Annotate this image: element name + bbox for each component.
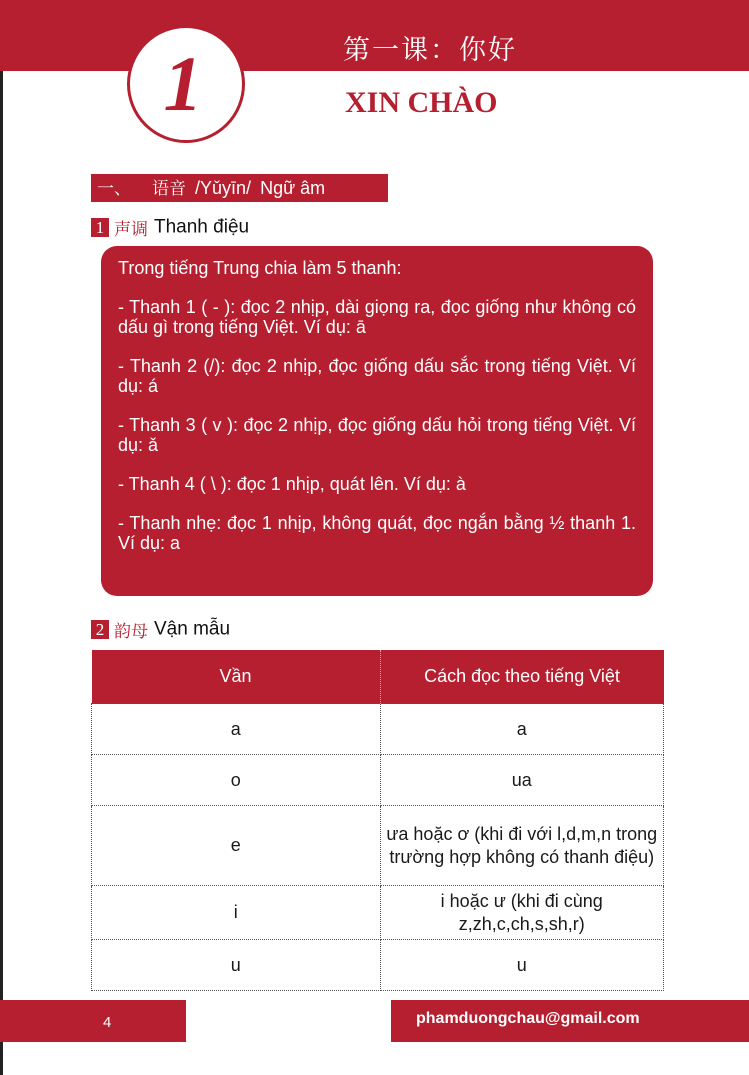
- section-marker: 一、: [97, 179, 131, 199]
- table-cell: e: [92, 806, 381, 886]
- tone-item: - Thanh 2 (/): đọc 2 nhịp, đọc giống dấu sắc trong tiếng Việt. Ví dụ: á: [118, 356, 636, 396]
- table-cell: a: [380, 704, 664, 755]
- footer-email: phamduongchau@gmail.com: [391, 1000, 749, 1042]
- subheading-chinese: 韵母: [114, 622, 148, 642]
- subheading-number: 1: [91, 218, 109, 237]
- lesson-number: 1: [163, 40, 203, 127]
- table-row: [92, 940, 664, 991]
- table-row: [92, 886, 664, 940]
- vowels-table: [91, 650, 664, 991]
- section-pinyin: /Yǔyīn/: [195, 178, 252, 198]
- lesson-title-chinese: 第一课：你好: [343, 35, 517, 66]
- lesson-number-badge: [127, 25, 245, 143]
- column-header: Vần: [92, 650, 381, 704]
- footer-page-number: 4: [0, 1000, 186, 1042]
- table-cell: u: [92, 940, 381, 991]
- table-row: [92, 755, 664, 806]
- table-row: [92, 806, 664, 886]
- tones-info-box: [101, 246, 653, 596]
- page-left-rule: [0, 0, 3, 1075]
- table-cell: ua: [380, 755, 664, 806]
- section-title-chinese: 语音: [152, 179, 187, 199]
- tone-item: - Thanh 4 ( \ ): đọc 1 nhịp, quát lên. Ví dụ: à: [118, 474, 466, 494]
- section-heading: [91, 174, 388, 202]
- lesson-title-vietnamese: XIN CHÀO: [345, 86, 498, 119]
- subheading-vowels: [91, 617, 230, 642]
- table-cell: o: [92, 755, 381, 806]
- table-cell: u: [380, 940, 664, 991]
- subheading-tones: [91, 215, 249, 240]
- table-cell: i hoặc ư (khi đi cùng z,zh,c,ch,s,sh,r): [380, 886, 664, 940]
- table-header-row: [92, 650, 664, 704]
- subheading-vietnamese: Thanh điệu: [154, 216, 250, 238]
- subheading-chinese: 声调: [114, 220, 148, 240]
- table-cell: ưa hoặc ơ (khi đi với l,d,m,n trong trường hợp không có thanh điệu): [380, 806, 664, 886]
- table-cell: a: [92, 704, 381, 755]
- tones-intro: Trong tiếng Trung chia làm 5 thanh:: [118, 258, 402, 278]
- tone-item: - Thanh 3 ( v ): đọc 2 nhịp, đọc giống dấu hỏi trong tiếng Việt. Ví dụ: ǎ: [118, 415, 636, 455]
- section-title-vietnamese: Ngữ âm: [260, 178, 326, 198]
- subheading-number: 2: [91, 620, 109, 639]
- tone-item: - Thanh nhẹ: đọc 1 nhịp, không quát, đọc ngắn bằng ½ thanh 1. Ví dụ: a: [118, 513, 636, 553]
- table-cell: i: [92, 886, 381, 940]
- table-row: [92, 704, 664, 755]
- subheading-vietnamese: Vận mẫu: [154, 618, 231, 640]
- tone-item: - Thanh 1 ( - ): đọc 2 nhịp, dài giọng ra, đọc giống như không có dấu gì trong tiếng Việt. Ví dụ: ā: [118, 297, 636, 337]
- column-header: Cách đọc theo tiếng Việt: [380, 650, 664, 704]
